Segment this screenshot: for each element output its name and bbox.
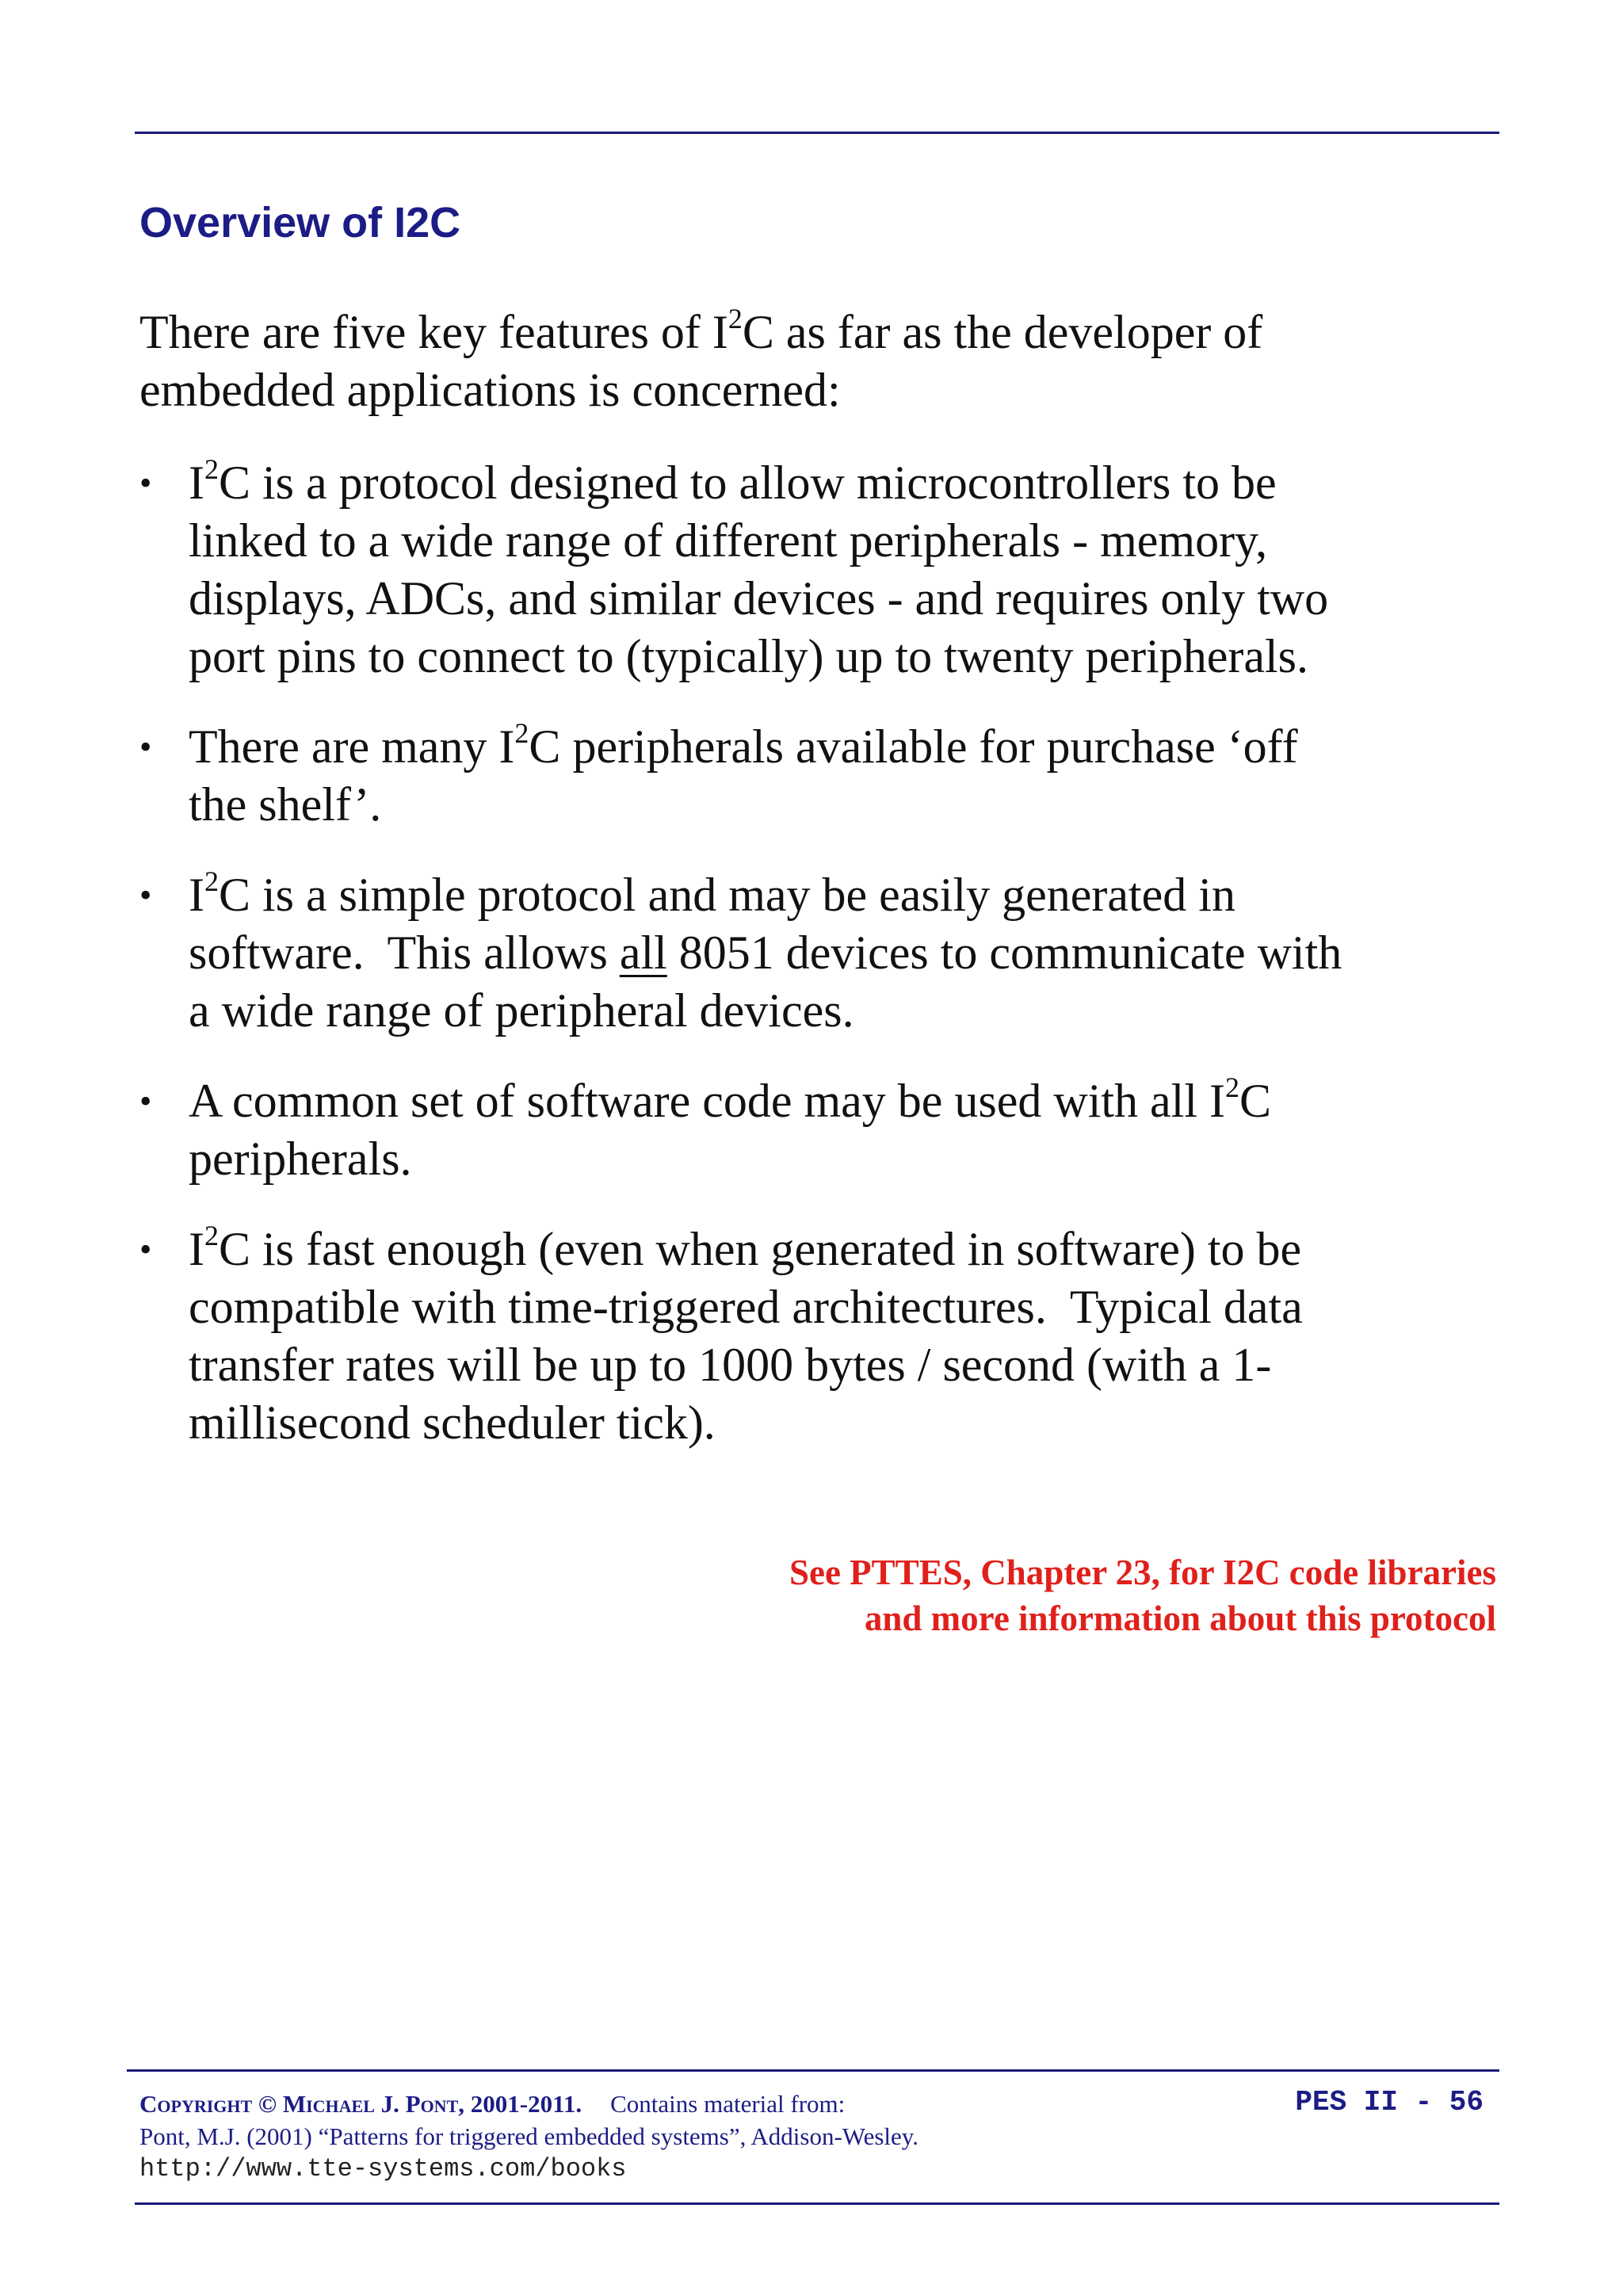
page-number: PES II - 56 xyxy=(1295,2086,1484,2118)
bullet-icon: • xyxy=(139,1230,152,1269)
list-item: • A common set of software code may be used with all $I^2C$ peripherals. xyxy=(139,1072,1272,1185)
footer-credits xyxy=(139,2088,918,2185)
intro-line-2: embedded applications is concerned: xyxy=(139,364,841,416)
top-divider xyxy=(135,132,1499,134)
slide-title: Overview of I2C xyxy=(139,199,461,246)
bullet-icon: • xyxy=(139,876,152,915)
footer-divider-bottom xyxy=(135,2202,1499,2205)
list-item: • $I^2C$ is a simple protocol and may be easily generated in software. This allows all 8051 devices to communicate with a wide range of peripheral devices. xyxy=(139,865,1342,1037)
reference-note: See PTTES, Chapter 23, for I2C code libraries and more information about this protocol xyxy=(789,1553,1496,1638)
bullet-icon: • xyxy=(139,728,152,766)
contains-label: Contains material from: xyxy=(610,2090,846,2118)
list-item: • $I^2C$ is a protocol designed to allow microcontrollers to be linked to a wide range of different peripherals - memory, displays, ADCs, and similar devices - and requires only two port pins to connect to (typically) up to twenty peripherals. xyxy=(139,453,1329,682)
bullet-icon: • xyxy=(139,464,152,502)
feature-list xyxy=(139,454,1423,1484)
emphasis-all: all xyxy=(619,926,667,979)
footer-divider-top xyxy=(127,2069,1499,2072)
copyright-notice: Copyright © Michael J. Pont, 2001-2011. xyxy=(139,2090,582,2118)
list-item: • $I^2C$ is fast enough (even when generated in software) to be compatible with time-triggered architectures. Typical data transfer rates will be up to 1000 bytes / second (with a 1- millisecond scheduler tick). xyxy=(139,1220,1303,1449)
books-url[interactable]: http://www.tte-systems.com/books xyxy=(139,2154,627,2183)
intro-line-1: There are five key features of $I^2C$ as far as the developer of xyxy=(139,303,1263,358)
bullet-icon: • xyxy=(139,1082,152,1121)
intro-paragraph xyxy=(139,304,1423,419)
citation: Pont, M.J. (2001) “Patterns for triggered embedded systems”, Addison-Wesley. xyxy=(139,2122,919,2150)
list-item: • There are many $I^2C$ peripherals available for purchase ‘off the shelf’. xyxy=(139,717,1298,831)
